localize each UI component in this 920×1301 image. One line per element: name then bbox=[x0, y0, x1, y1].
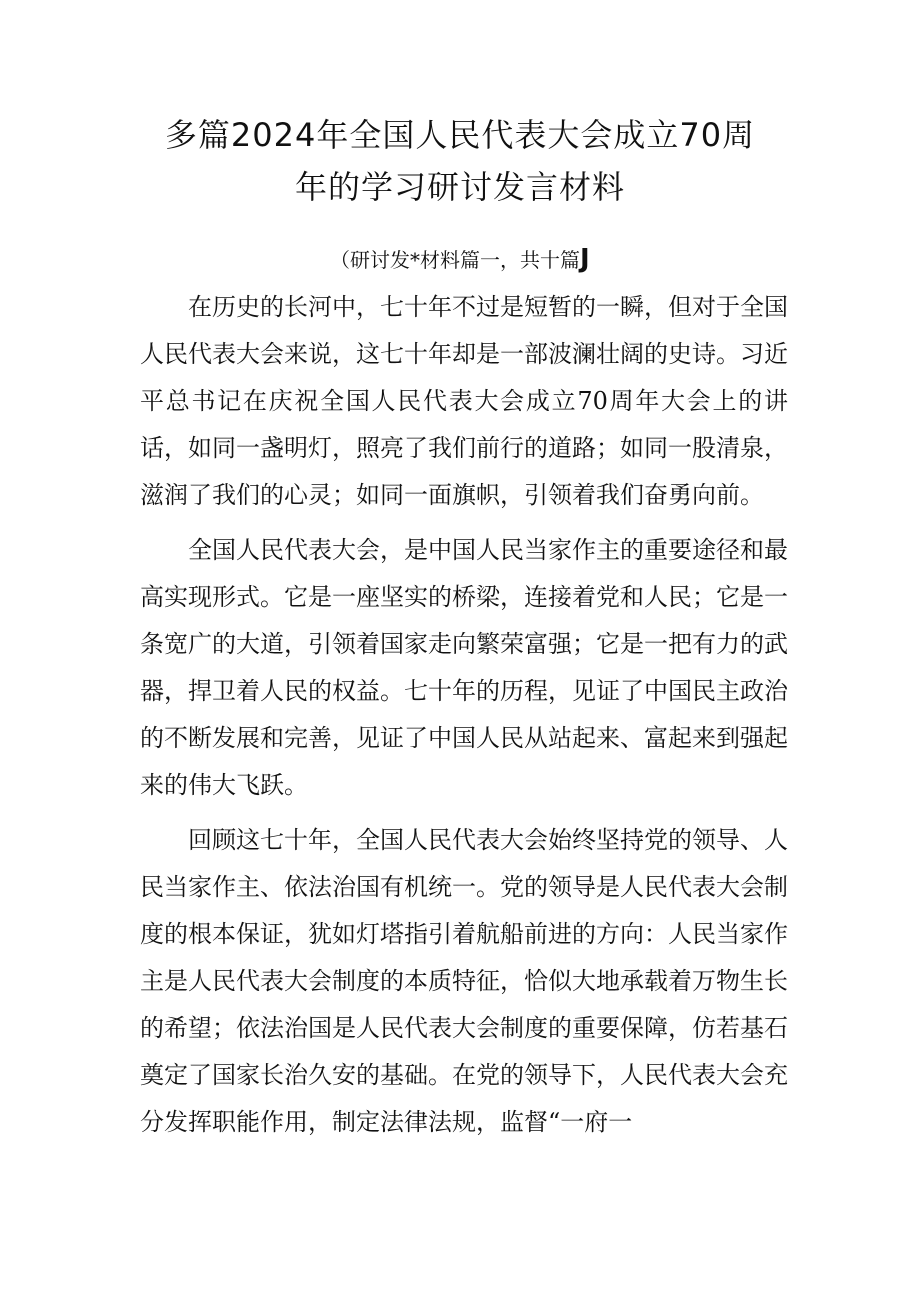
subtitle-mark: J bbox=[580, 244, 590, 274]
subtitle-text: （研讨发*材料篇一，共十篇 bbox=[330, 248, 580, 272]
document-title-line-1: 多篇2024年全国人民代表大会成立70周 bbox=[164, 116, 756, 154]
document-body bbox=[140, 284, 788, 1154]
body-paragraph-3: 回顾这七十年，全国人民代表大会始终坚持党的领导、人民当家作主、依法治国有机统一。党的领导是人民代表大会制度的根本保证，犹如灯塔指引着航船前进的方向：人民当家作主是人民代表大会制度的本质特征，恰似大地承载着万物生长的希望；依法治国是人民代表大会制度的重要保障，仿若基石奠定了国家长治久安的基础。在党的领导下，人民代表大会充分发挥职能作用，制定法律法规，监督“一府一 bbox=[140, 826, 788, 1136]
body-paragraph-1: 在历史的长河中，七十年不过是短暂的一瞬，但对于全国人民代表大会来说，这七十年却是一部波澜壮阔的史诗。习近平总书记在庆祝全国人民代表大会成立70周年大会上的讲话，如同一盏明灯，照亮了我们前行的道路；如同一股清泉，滋润了我们的心灵；如同一面旗帜，引领着我们奋勇向前。 bbox=[140, 293, 788, 509]
document-subtitle bbox=[330, 244, 590, 274]
document-title-line-2: 年的学习研讨发言材料 bbox=[294, 168, 625, 206]
body-paragraph-2: 全国人民代表大会，是中国人民当家作主的重要途径和最高实现形式。它是一座坚实的桥梁，连接着党和人民；它是一条宽广的大道，引领着国家走向繁荣富强；它是一把有力的武器，捍卫着人民的权益。七十年的历程，见证了中国民主政治的不断发展和完善，见证了中国人民从站起来、富起来到强起来的伟大飞跃。 bbox=[140, 536, 788, 799]
